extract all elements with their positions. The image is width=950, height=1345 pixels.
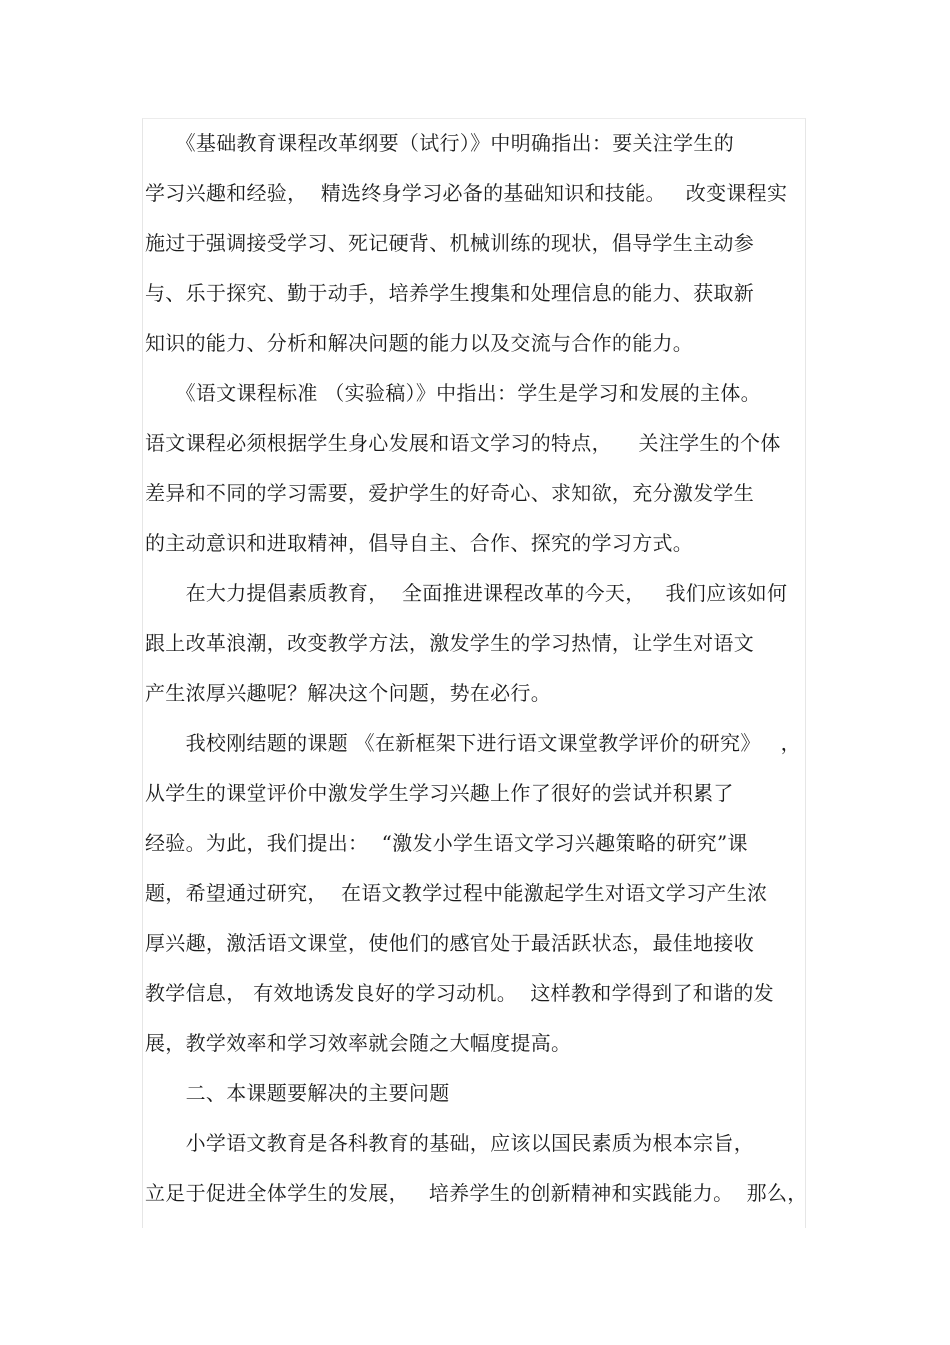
text-line: 展，教学效率和学习效率就会随之大幅度提高。 — [145, 1031, 572, 1055]
text-line: 小学语文教育是各科教育的基础，应该以国民素质为根本宗旨， — [145, 1131, 754, 1155]
section-heading: 二、本课题要解决的主要问题 — [145, 1081, 450, 1105]
text-line: 语文课程必须根据学生身心发展和语文学习的特点， 关注学生的个体 — [145, 431, 781, 455]
text-line: 厚兴趣，激活语文课堂，使他们的感官处于最活跃状态，最佳地接收 — [145, 931, 754, 955]
text-line: 立足于促进全体学生的发展， 培养学生的创新精神和实践能力。 那么， — [145, 1181, 808, 1205]
text-line: 教学信息， 有效地诱发良好的学习动机。 这样教和学得到了和谐的发 — [145, 981, 774, 1005]
text-line: 《基础教育课程改革纲要（试行）》中明确指出：要关注学生的 — [145, 131, 734, 155]
text-line: 差异和不同的学习需要，爱护学生的好奇心、求知欲，充分激发学生 — [145, 481, 754, 505]
text-line: 与、乐于探究、勤于动手，培养学生搜集和处理信息的能力、获取新 — [145, 281, 754, 305]
text-line: 产生浓厚兴趣呢？解决这个问题，势在必行。 — [145, 681, 551, 705]
text-line: 学习兴趣和经验， 精选终身学习必备的基础知识和技能。 改变课程实 — [145, 181, 788, 205]
text-line: 我校刚结题的课题 《在新框架下进行语文课堂教学评价的研究》 ， — [145, 731, 801, 755]
text-line: 的主动意识和进取精神，倡导自主、合作、探究的学习方式。 — [145, 531, 694, 555]
text-line: 在大力提倡素质教育， 全面推进课程改革的今天， 我们应该如何 — [145, 581, 788, 605]
text-line: 跟上改革浪潮，改变教学方法，激发学生的学习热情，让学生对语文 — [145, 631, 754, 655]
text-line: 经验。为此，我们提出： “激发小学生语文学习兴趣策略的研究”课 — [145, 831, 748, 855]
text-line: 施过于强调接受学习、死记硬背、机械训练的现状，倡导学生主动参 — [145, 231, 754, 255]
text-line: 从学生的课堂评价中激发学生学习兴趣上作了很好的尝试并积累了 — [145, 781, 734, 805]
text-line: 《语文课程标准 （实验稿）》中指出：学生是学习和发展的主体。 — [145, 381, 761, 405]
document-body — [145, 118, 825, 1218]
text-line: 题，希望通过研究， 在语文教学过程中能激起学生对语文学习产生浓 — [145, 881, 768, 905]
text-line: 知识的能力、分析和解决问题的能力以及交流与合作的能力。 — [145, 331, 694, 355]
